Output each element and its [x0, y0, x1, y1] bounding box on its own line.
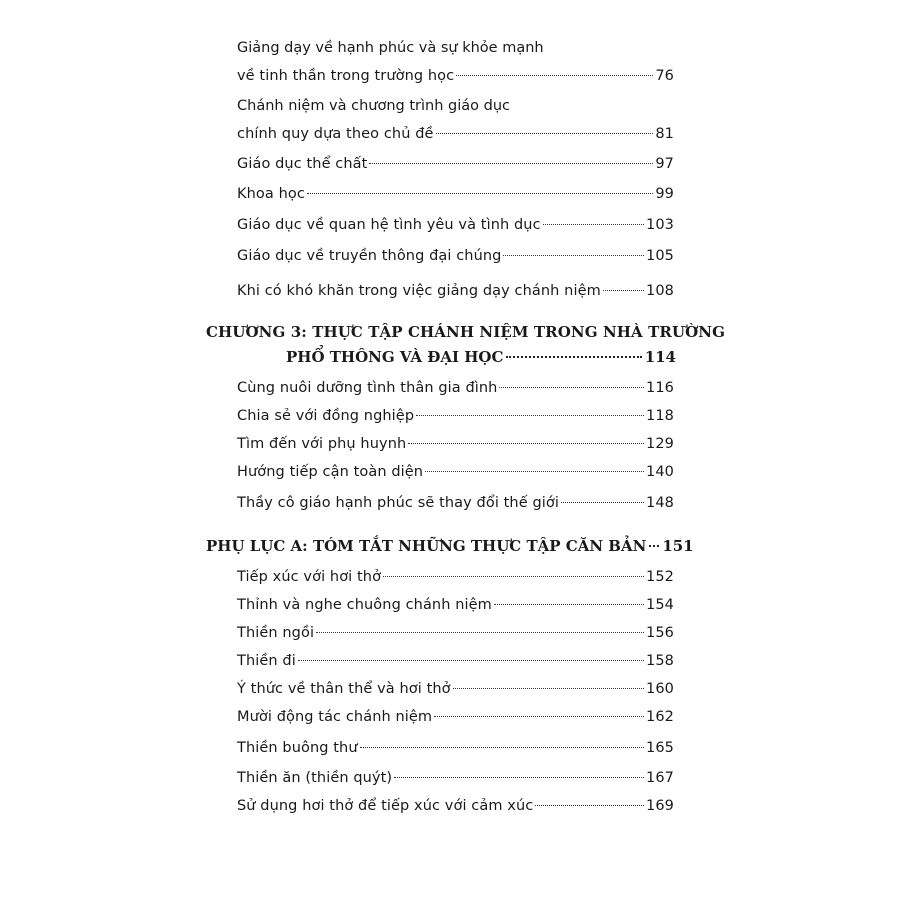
leader-dots [561, 502, 644, 503]
toc-entry-title: Thiền ăn (thiền quýt) [237, 770, 393, 786]
toc-entry-page: 118 [646, 408, 674, 424]
toc-entry-page: 97 [655, 156, 674, 172]
toc-entry-page: 116 [646, 380, 674, 396]
leader-dots [307, 193, 653, 194]
toc-entry[interactable] [237, 436, 674, 452]
toc-entry-title: Thiền đi [237, 653, 296, 669]
toc-entry-page: 99 [655, 186, 674, 202]
leader-dots [383, 576, 644, 577]
toc-entry[interactable] [237, 569, 674, 585]
toc-entry-page: 140 [646, 464, 674, 480]
leader-dots [456, 75, 653, 76]
toc-entry-page: 160 [646, 681, 674, 697]
appendix-a-heading[interactable] [206, 537, 694, 555]
leader-dots [369, 163, 653, 164]
leader-dots [543, 224, 644, 225]
toc-entry-page: 156 [646, 625, 674, 641]
leader-dots [603, 290, 644, 291]
toc-entry[interactable] [237, 283, 674, 299]
chapter-3-title-line2: PHỔ THÔNG VÀ ĐẠI HỌC [286, 348, 504, 366]
leader-dots [436, 133, 654, 134]
toc-entry[interactable] [237, 248, 674, 264]
leader-dots [408, 443, 644, 444]
toc-entry-title: Hướng tiếp cận toàn diện [237, 464, 424, 480]
toc-entry-page: 103 [646, 217, 674, 233]
toc-entry[interactable] [237, 740, 674, 756]
toc-entry-title: Mười động tác chánh niệm [237, 709, 433, 725]
toc-entry-title: Khi có khó khăn trong việc giảng dạy chánh niệm [237, 283, 601, 299]
toc-entry-page: 81 [655, 126, 674, 142]
toc-entry-title: Ý thức về thân thể và hơi thở [237, 681, 451, 697]
toc-entry-page: 105 [646, 248, 674, 264]
toc-entry-title: Khoa học [237, 186, 305, 202]
toc-entry[interactable] [237, 681, 674, 697]
toc-entry-title: Tìm đến với phụ huynh [237, 436, 407, 452]
leader-dots [535, 805, 644, 806]
chapter-3-title-line1: CHƯƠNG 3: THỰC TẬP CHÁNH NIỆM TRONG NHÀ TRƯỜNG [206, 323, 725, 341]
leader-dots [453, 688, 644, 689]
toc-entry[interactable] [237, 380, 674, 396]
toc-entry-page: 152 [646, 569, 674, 585]
leader-dots [360, 747, 644, 748]
leader-dots [394, 777, 644, 778]
toc-entry[interactable] [237, 709, 674, 725]
leader-dots [494, 604, 644, 605]
leader-dots [425, 471, 644, 472]
toc-entry[interactable] [237, 597, 674, 613]
toc-entry[interactable] [237, 186, 674, 202]
toc-entry-page: 154 [646, 597, 674, 613]
toc-entry-title: Thiền ngồi [237, 625, 315, 641]
leader-dots [503, 255, 644, 256]
toc-entry-title: về tinh thần trong trường học [237, 68, 455, 84]
toc-entry-title: Sử dụng hơi thở để tiếp xúc với cảm xúc [237, 798, 534, 814]
toc-entry[interactable] [237, 798, 674, 814]
toc-entry-title: Thầy cô giáo hạnh phúc sẽ thay đổi thế giới [237, 495, 559, 511]
toc-entry[interactable] [237, 770, 674, 786]
toc-entry[interactable] [237, 625, 674, 641]
toc-entry-page: 148 [646, 495, 674, 511]
toc-entry-title: chính quy dựa theo chủ đề [237, 126, 434, 142]
chapter-3-page: 114 [644, 348, 676, 366]
toc-entry[interactable] [237, 408, 674, 424]
leader-dots [499, 387, 644, 388]
toc-entry-title: Thiền buông thư [237, 740, 358, 756]
toc-entry-title: Cùng nuôi dưỡng tình thân gia đình [237, 380, 498, 396]
leader-dots [649, 545, 659, 547]
chapter-3-heading[interactable] [286, 348, 676, 366]
toc-entry-page: 162 [646, 709, 674, 725]
toc-entry-title: Tiếp xúc với hơi thở [237, 569, 382, 585]
toc-entry-page: 158 [646, 653, 674, 669]
appendix-a-title: PHỤ LỤC A: TÓM TẮT NHỮNG THỰC TẬP CĂN BẢN [206, 537, 647, 555]
toc-entry-page: 129 [646, 436, 674, 452]
toc-entry-title: Giáo dục thể chất [237, 156, 368, 172]
leader-dots [298, 660, 644, 661]
toc-entry-title: Giáo dục về truyền thông đại chúng [237, 248, 502, 264]
appendix-a-page: 151 [662, 537, 694, 555]
toc-entry[interactable] [237, 495, 674, 511]
leader-dots [316, 632, 644, 633]
toc-entry-page: 169 [646, 798, 674, 814]
toc-entry[interactable] [237, 156, 674, 172]
toc-entry-title-line1: Giảng dạy về hạnh phúc và sự khỏe mạnh [237, 40, 544, 56]
toc-entry[interactable] [237, 68, 674, 84]
toc-entry-title-line1: Chánh niệm và chương trình giáo dục [237, 98, 510, 114]
toc-entry[interactable] [237, 464, 674, 480]
toc-entry-title: Thỉnh và nghe chuông chánh niệm [237, 597, 492, 613]
toc-entry-page: 167 [646, 770, 674, 786]
leader-dots [434, 716, 644, 717]
toc-entry-title: Giáo dục về quan hệ tình yêu và tình dục [237, 217, 541, 233]
toc-entry[interactable] [237, 653, 674, 669]
toc-entry[interactable] [237, 217, 674, 233]
toc-entry-title: Chia sẻ với đồng nghiệp [237, 408, 415, 424]
toc-entry-page: 165 [646, 740, 674, 756]
toc-entry-page: 76 [655, 68, 674, 84]
toc-entry-page: 108 [646, 283, 674, 299]
leader-dots [416, 415, 644, 416]
toc-entry[interactable] [237, 126, 674, 142]
leader-dots [506, 356, 641, 358]
